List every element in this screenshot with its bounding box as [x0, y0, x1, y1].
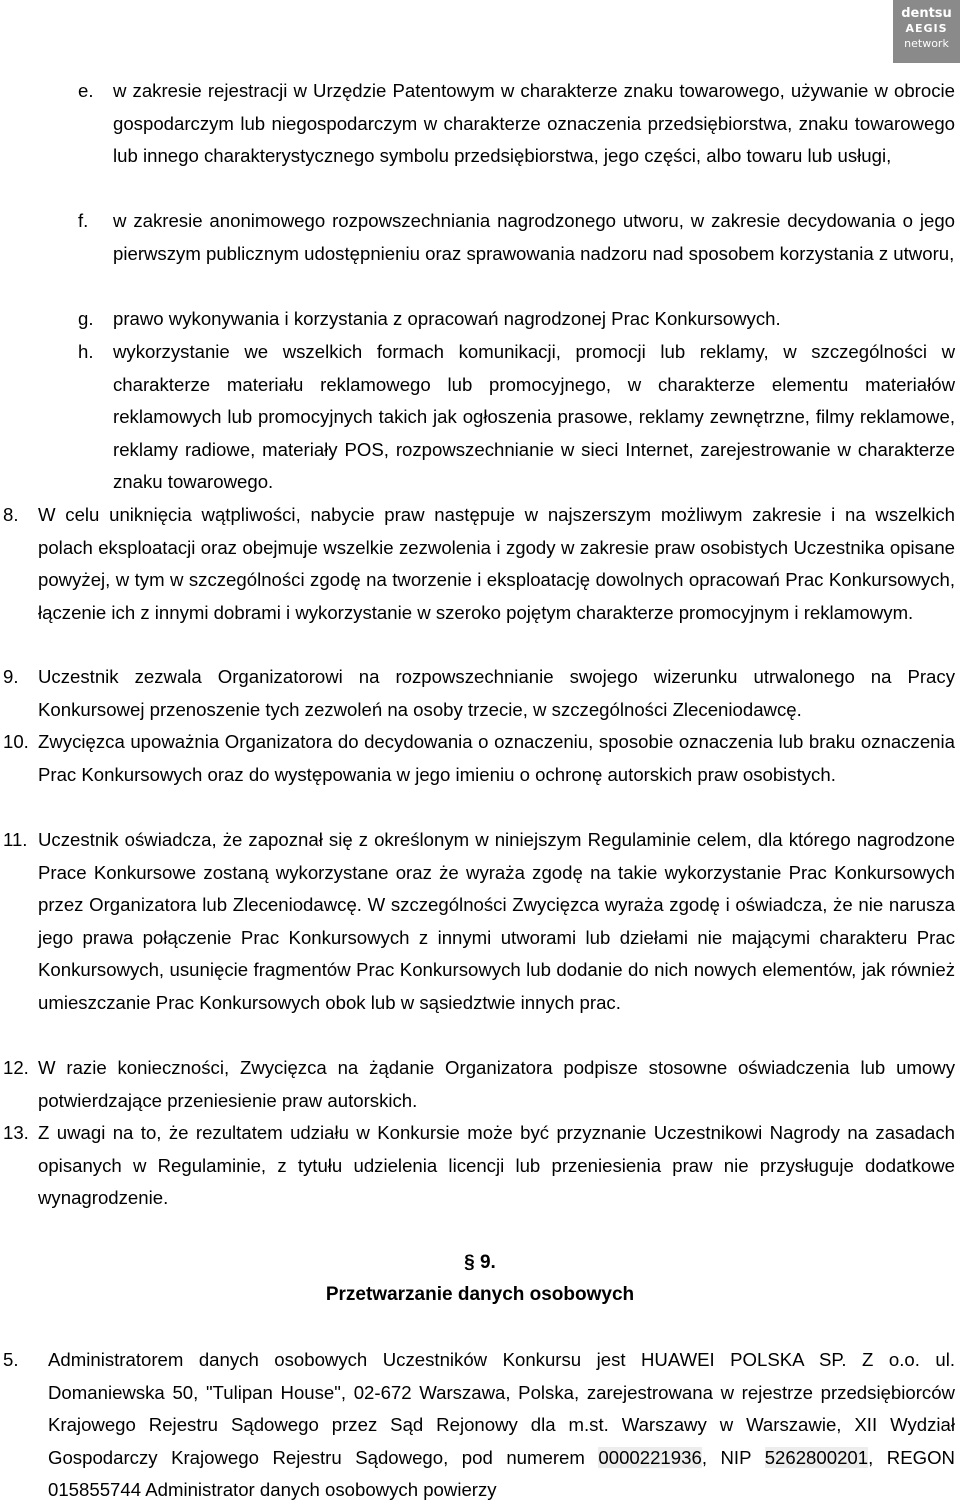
list-item-label: 13.: [3, 1122, 29, 1143]
list-item-text: wykorzystanie we wszelkich formach komunikacji, promocji lub reklamy, w szczególności w charakterze materiału reklamowego lub promocyjnego, w charakterze elementu materiałów reklamowych lub promocyjnych takich jak ogłoszenia prasowe, reklamy zewnętrzne, filmy reklamowe, reklamy radiowe, materiały POS, rozpowszechnianie w sieci Internet, zarejestrowanie w charakterze znaku towarowego.: [113, 341, 955, 493]
list-item-text: [48, 1344, 955, 1507]
nip-number: 5262800201: [764, 1446, 869, 1468]
list-item-label: f.: [78, 210, 89, 231]
logo-line-3: network: [904, 37, 949, 50]
dentsu-aegis-logo: [893, 0, 960, 63]
section-title: Przetwarzanie danych osobowych: [325, 1284, 635, 1305]
list-item-text: Zwycięzca upoważnia Organizatora do decydowania o oznaczeniu, sposobie oznaczenia lub braku oznaczenia Prac Konkursowych oraz do występowania w jego imieniu o ochronę autorskich praw osobistych.: [38, 731, 955, 785]
list-item-text: W razie konieczności, Zwycięzca na żądanie Organizatora podpisze stosowne oświadczenia lub umowy potwierdzające przeniesienie praw autorskich.: [38, 1057, 955, 1111]
list-item-text: W celu uniknięcia wątpliwości, nabycie praw następuje w najszerszym możliwym zakresie i na wszelkich polach eksploatacji oraz obejmuje wszelkie zezwolenia i zgody w zakresie praw osobistych Uczestnika opisane powyżej, w tym w szczególności zgodę na tworzenie i eksploatację dowolnych opracowań Prac Konkursowych, łączenie ich z innymi dobrami i wykorzystanie w szeroko pojętym charakterze promocyjnym i reklamowym.: [38, 504, 955, 623]
list-item-text: w zakresie anonimowego rozpowszechniania nagrodzonego utworu, w zakresie decydowania o jego pierwszym publicznym udostępnieniu oraz sprawowania nadzoru nad sposobem korzystania z utworu,: [113, 210, 955, 264]
list-item-8: [0, 499, 960, 629]
logo-line-1: dentsu: [901, 6, 952, 21]
list-item-f: [0, 205, 960, 270]
section-number: § 9.: [464, 1252, 496, 1273]
list-item-label: e.: [78, 80, 94, 101]
list-item-label: 9.: [3, 666, 19, 687]
logo-line-2: AEGIS: [905, 22, 948, 35]
list-item-11: [0, 824, 960, 1020]
krs-number: 0000221936: [598, 1446, 702, 1468]
list-item-text: prawo wykonywania i korzystania z opracowań nagrodzonej Prac Konkursowych.: [113, 308, 781, 329]
list-item-label: 11.: [3, 829, 28, 850]
regon-text: , REGON 015855744 Administrator danych osobowych powierzy: [48, 1446, 955, 1501]
list-item-5: [0, 1344, 960, 1507]
list-item-text: w zakresie rejestracji w Urzędzie Patentowym w charakterze znaku towarowego, używanie w obrocie gospodarczym lub niegospodarczym w charakterze oznaczenia przedsiębiorstwa, znaku towarowego lub innego charakterystycznego symbolu przedsiębiorstwa, jego części, albo towaru lub usługi,: [113, 80, 955, 167]
list-item-9: [0, 661, 960, 726]
administrator-text: Administratorem danych osobowych Uczestników Konkursu jest HUAWEI POLSKA SP. Z o.o. ul. Domaniewska 50, "Tulipan House", 02-672 Warszawa, Polska, zarejestrowana w rejestrze przedsiębiorców Krajowego Rejestru Sądowego przez Sąd Rejonowy dla m.st. Warszawy w Warszawie, XII Wydział Gospodarczy Krajowego Rejestru Sądowego, pod numerem: [48, 1349, 955, 1468]
list-item-label: 12.: [3, 1057, 29, 1078]
list-item-12: [0, 1052, 960, 1117]
list-item-label: h.: [78, 341, 94, 362]
nip-label: , NIP: [701, 1446, 765, 1468]
list-item-text: Z uwagi na to, że rezultatem udziału w Konkursie może być przyznanie Uczestnikowi Nagrody na zasadach opisanych w Regulaminie, z tytułu udzielenia licencji lub przeniesienia praw nie przysługuje dodatkowe wynagrodzenie.: [38, 1122, 955, 1209]
list-item-13: [0, 1117, 960, 1215]
list-item-10: [0, 726, 960, 791]
list-item-e: [0, 75, 960, 173]
list-item-label: 10.: [3, 731, 29, 752]
list-item-text: Uczestnik oświadcza, że zapoznał się z określonym w niniejszym Regulaminie celem, dla którego nagrodzone Prace Konkursowe zostaną wykorzystane oraz że wyraża zgodę na takie wykorzystanie Prac Konkursowych przez Organizatora lub Zleceniodawcę. W szczególności Zwycięzca wyraża zgodę i oświadcza, że nie narusza jego prawa połączenie Prac Konkursowych z innymi utworami lub dziełami nie mającymi charakteru Prac Konkursowych, usunięcie fragmentów Prac Konkursowych lub dodanie do nich nowych elementów, jak również umieszczanie Prac Konkursowych obok lub w sąsiedztwie innych prac.: [38, 829, 955, 1013]
list-item-g: [0, 303, 960, 336]
list-item-label: g.: [78, 308, 94, 329]
list-item-label: 5.: [3, 1349, 19, 1370]
list-item-h: [0, 336, 960, 499]
list-item-label: 8.: [3, 504, 19, 525]
list-item-text: Uczestnik zezwala Organizatorowi na rozpowszechnianie swojego wizerunku utrwalonego na Pracy Konkursowej przenoszenie tych zezwoleń na osoby trzecie, w szczególności Zleceniodawcę.: [38, 666, 955, 720]
